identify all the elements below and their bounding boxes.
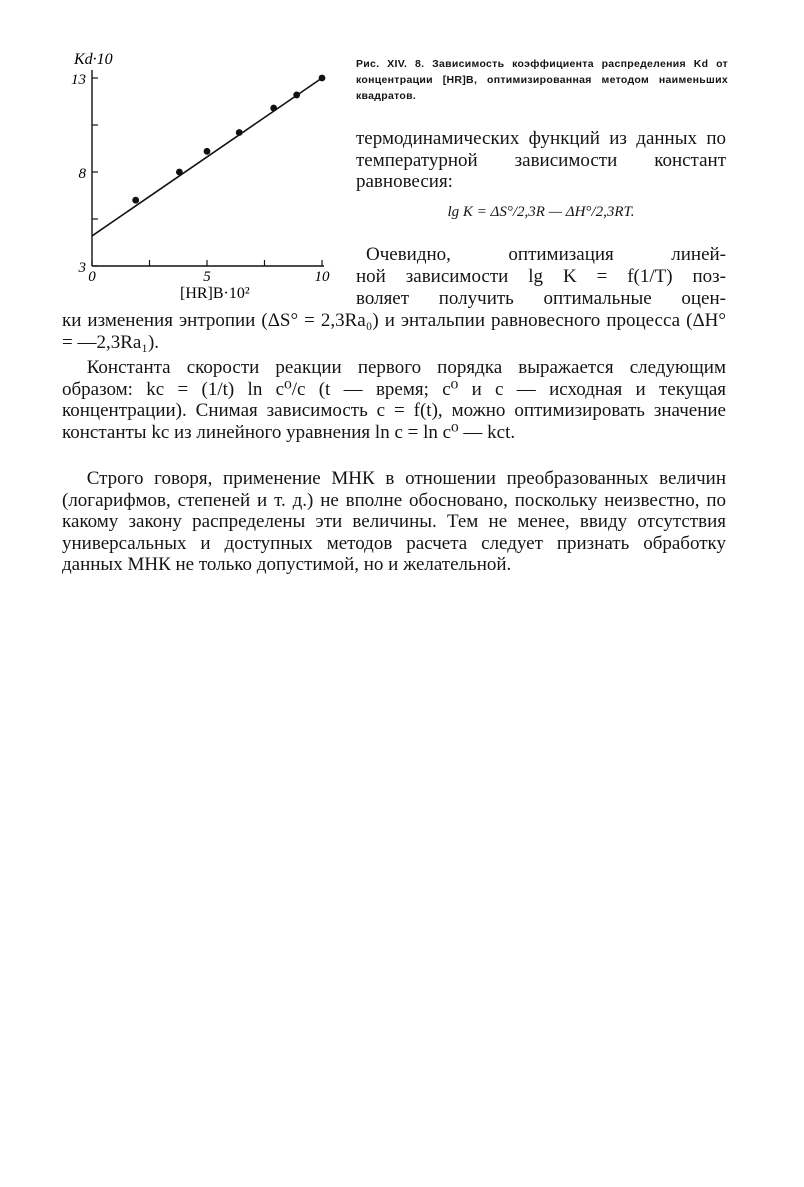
y-tick-label: 13: [71, 72, 86, 88]
x-tick-label: 10: [314, 269, 330, 285]
data-points: [132, 75, 325, 204]
data-point: [293, 92, 300, 99]
chart-ticks: [71, 72, 330, 285]
figure-caption: Рис. XIV. 8. Зависимость коэффициента распределения Kd от концентрации [HR]B, оптимизированная методом наименьших квадратов.: [356, 58, 728, 102]
paragraph-optimization-line3: воляет получить оптимальные оцен-: [356, 287, 726, 309]
data-point: [236, 129, 243, 136]
x-axis-label: [HR]B·10²: [180, 285, 250, 302]
formula-lgK: lg K = ΔS°/2,3R — ΔH°/2,3RT.: [447, 204, 635, 220]
x-tick-label: 5: [203, 269, 211, 285]
fit-line: [92, 78, 322, 236]
paragraph-optimization-line2: ной зависимости lg K = f(1/T) поз-: [356, 266, 726, 287]
data-point: [132, 197, 139, 204]
y-tick-label: 3: [78, 260, 86, 276]
data-point: [270, 105, 277, 112]
paragraph-lsm-note: Строго говоря, применение МНК в отношении преобразованных величин (логарифмов, степеней и т. д.) не вполне обосновано, поскольку неизвестно, по какому закону распределены эти величины. Тем не менее, ввиду отсутствия универсальных и доступных методов расчета следует признать обработку данных МНК не только допустимой, но и желательной.: [62, 468, 726, 575]
y-axis-label: Kd·10: [74, 51, 113, 68]
paragraph-optimization-rest: ки изменения энтропии (ΔS° = 2,3Ra₀) и энтальпии равновесного процесса (ΔH° = —2,3Ra₁).: [62, 310, 726, 353]
kd-vs-concentration-chart: [60, 48, 350, 308]
paragraph-optimization-lines2: [356, 266, 726, 309]
y-tick-label: 8: [78, 166, 86, 182]
data-point: [176, 169, 183, 176]
paragraph-optimization-line1: Очевидно, оптимизация линей-: [366, 244, 726, 265]
data-point: [319, 75, 326, 82]
paragraph-rate-constant: Константа скорости реакции первого порядка выражается следующим образом: kc = (1/t) ln c⁰/c (t — время; c⁰ и c — исходная и текущая концентрации). Снимая зависимость c = f(t), можно оптимизировать значение константы kc из линейного уравнения ln c = ln c⁰ — kct.: [62, 357, 726, 443]
data-point: [204, 148, 211, 155]
chart-axes: [92, 70, 324, 266]
fit-line-segment: [92, 78, 322, 236]
paragraph-thermodynamic: термодинамических функций из данных по температурной зависимости констант равновесия:: [356, 128, 726, 192]
x-tick-label: 0: [88, 269, 96, 285]
